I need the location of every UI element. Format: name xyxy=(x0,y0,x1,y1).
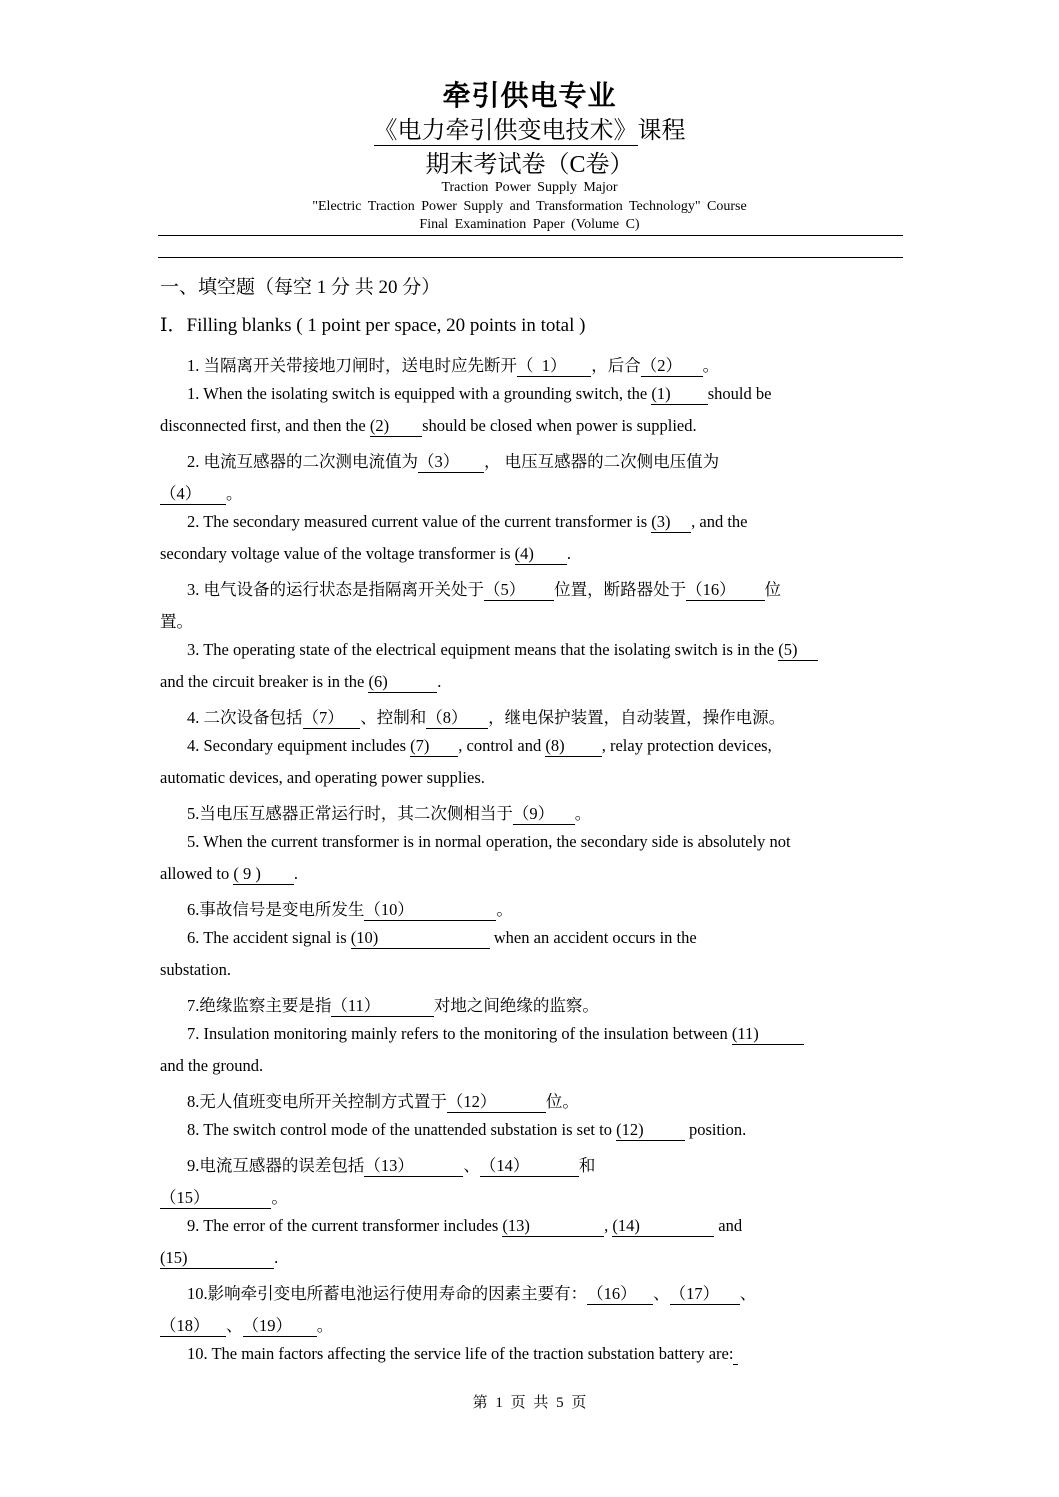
text: 和 xyxy=(578,1156,596,1175)
text: ，后合 xyxy=(591,356,641,375)
text: substation. xyxy=(160,960,232,979)
question-1-cn xyxy=(187,352,719,377)
text: 。 xyxy=(702,356,720,375)
text: 置。 xyxy=(160,612,193,631)
question-6-cn xyxy=(187,896,513,921)
course-name: 《电力牵引供变电技术》 xyxy=(373,118,638,144)
blank-8: (8) xyxy=(545,736,602,755)
question-4-cn xyxy=(187,704,785,729)
text: 。 xyxy=(271,1188,288,1207)
text: when an accident occurs in the xyxy=(489,928,697,947)
exam-title-course xyxy=(0,110,1059,145)
blank-13: (13) xyxy=(502,1216,605,1235)
header-divider-2 xyxy=(158,257,903,258)
text: 7. Insulation monitoring mainly refers to the monitoring of the insulation between xyxy=(187,1024,732,1043)
blank-16: （16） xyxy=(587,1284,654,1303)
text: 、 xyxy=(226,1316,243,1335)
text: and xyxy=(714,1216,743,1235)
header-divider xyxy=(158,235,903,236)
blank-4: （4） xyxy=(160,484,226,503)
question-10-en xyxy=(187,1344,738,1365)
text: 4. Secondary equipment includes xyxy=(187,736,411,755)
text: 、 xyxy=(653,1284,670,1303)
blank-11: （11） xyxy=(331,996,434,1015)
blank-10: （10） xyxy=(364,900,497,919)
question-6-en-cont xyxy=(160,960,231,980)
blank-3: (3) xyxy=(651,512,692,531)
question-2-cn xyxy=(187,448,719,473)
blank-1: (1) xyxy=(651,384,708,403)
blank-11: (11) xyxy=(731,1024,805,1043)
text: disconnected first, and then the xyxy=(160,416,370,435)
question-7-cn xyxy=(187,992,599,1017)
blank-16 xyxy=(733,1345,737,1365)
text: . xyxy=(437,672,442,691)
question-10-cn xyxy=(187,1280,756,1305)
question-6-en xyxy=(187,928,697,949)
text: , and the xyxy=(691,512,748,531)
blank-14: (14) xyxy=(612,1216,715,1235)
question-2-en xyxy=(187,512,748,533)
blank-18: （18） xyxy=(160,1316,226,1335)
text: , relay protection devices, xyxy=(601,736,772,755)
text: automatic devices, and operating power supplies. xyxy=(160,768,485,787)
text: position. xyxy=(684,1120,747,1139)
text: 、 xyxy=(463,1156,480,1175)
text: 6.事故信号是变电所发生 xyxy=(187,900,365,919)
text: 、 xyxy=(739,1284,757,1303)
blank-9: （9） xyxy=(512,804,575,823)
question-9-cn xyxy=(187,1152,595,1177)
question-7-en-cont xyxy=(160,1056,263,1076)
text: 5. When the current transformer is in normal operation, the secondary side is absolutely not xyxy=(187,832,791,851)
question-5-en xyxy=(187,832,791,852)
blank-2: （2） xyxy=(640,356,703,375)
text: 5.当电压互感器正常运行时，其二次侧相当于 xyxy=(187,804,513,823)
text: 位置，断路器处于 xyxy=(554,580,687,599)
question-4-en-cont xyxy=(160,768,485,788)
blank-13: （13） xyxy=(364,1156,464,1175)
blank-6: (6) xyxy=(368,672,438,691)
text: 10.影响牵引变电所蓄电池运行使用寿命的因素主要有： xyxy=(187,1284,588,1303)
question-4-en xyxy=(187,736,772,757)
question-9-en xyxy=(187,1216,742,1237)
question-1-en xyxy=(187,384,771,405)
exam-title-en-major: Traction Power Supply Major xyxy=(441,180,618,195)
text: 1. 当隔离开关带接地刀闸时，送电时应先断开 xyxy=(187,356,517,375)
question-2-cn-cont xyxy=(160,480,243,505)
question-3-cn xyxy=(187,576,781,601)
text: 2. The secondary measured current value of the current transformer is xyxy=(187,512,652,531)
question-8-en xyxy=(187,1120,746,1141)
question-3-en-cont xyxy=(160,672,441,693)
text: 。 xyxy=(316,1316,334,1335)
text: 8.无人值班变电所开关控制方式置于 xyxy=(187,1092,447,1111)
blank-4: (4) xyxy=(514,544,567,563)
text: 4. 二次设备包括 xyxy=(187,708,303,727)
text: 8. The switch control mode of the unattended substation is set to xyxy=(187,1120,617,1139)
blank-12: (12) xyxy=(616,1120,685,1139)
question-9-en-cont xyxy=(160,1248,278,1269)
question-8-cn xyxy=(187,1088,579,1113)
question-5-en-cont xyxy=(160,864,298,885)
text: 对地之间绝缘的监察。 xyxy=(433,996,599,1015)
exam-title-major: 牵引供电专业 xyxy=(442,81,617,112)
text: 10. The main factors affecting the service life of the traction substation battery are: xyxy=(187,1344,734,1363)
blank-14: （14） xyxy=(479,1156,579,1175)
text: and the circuit breaker is in the xyxy=(160,672,369,691)
text: 、控制和 xyxy=(360,708,427,727)
text: 9. The error of the current transformer includes xyxy=(187,1216,503,1235)
text: secondary voltage value of the voltage transformer is xyxy=(160,544,515,563)
blank-8: （8） xyxy=(426,708,489,727)
blank-3: （3） xyxy=(418,452,484,471)
question-9-cn-cont xyxy=(160,1184,288,1209)
text: should be closed when power is supplied. xyxy=(422,416,697,435)
text: , xyxy=(604,1216,613,1235)
blank-15: (15) xyxy=(160,1248,275,1267)
blank-2: (2) xyxy=(369,416,423,435)
blank-7: （7） xyxy=(302,708,361,727)
question-2-en-cont xyxy=(160,544,571,565)
text: . xyxy=(566,544,571,563)
question-3-cn-cont xyxy=(160,608,193,632)
text: 。 xyxy=(574,804,592,823)
page-number: 第 1 页 共 5 页 xyxy=(472,1395,587,1411)
exam-title-en-course: "Electric Traction Power Supply and Transformation Technology" Course xyxy=(312,199,747,214)
text: , control and xyxy=(458,736,546,755)
blank-19: （19） xyxy=(242,1316,317,1335)
question-5-cn xyxy=(187,800,591,825)
blank-10: (10) xyxy=(350,928,490,947)
blank-5: (5) xyxy=(778,640,819,659)
blank-1: （ 1） xyxy=(517,356,592,375)
course-suffix: 课程 xyxy=(637,118,686,144)
text: 位。 xyxy=(545,1092,579,1111)
question-1-en-cont xyxy=(160,416,697,437)
exam-title-paper: 期末考试卷（C卷） xyxy=(425,152,634,178)
text: 3. The operating state of the electrical equipment means that the isolating switch is in the xyxy=(187,640,779,659)
text: . xyxy=(274,1248,279,1267)
text: 3. 电气设备的运行状态是指隔离开关处于 xyxy=(187,580,484,599)
text: 。 xyxy=(496,900,513,919)
question-3-en xyxy=(187,640,818,661)
question-7-en xyxy=(187,1024,804,1045)
text: 6. The accident signal is xyxy=(187,928,351,947)
text: ，继电保护装置，自动装置，操作电源。 xyxy=(488,708,786,727)
text: ， 电压互感器的二次侧电压值为 xyxy=(484,452,720,471)
text: 1. When the isolating switch is equipped with a grounding switch, the xyxy=(187,384,652,403)
text: 。 xyxy=(226,484,243,503)
blank-15: （15） xyxy=(160,1188,272,1207)
blank-7: (7) xyxy=(410,736,459,755)
section-title-cn: 一、填空题（每空 1 分 共 20 分） xyxy=(160,277,441,298)
text: and the ground. xyxy=(160,1056,264,1075)
text: . xyxy=(293,864,298,883)
blank-17: （17） xyxy=(669,1284,740,1303)
blank-16: （16） xyxy=(686,580,765,599)
text: should be xyxy=(707,384,772,403)
blank-12: （12） xyxy=(446,1092,546,1111)
text: 7.绝缘监察主要是指 xyxy=(187,996,332,1015)
exam-title-en-paper: Final Examination Paper (Volume C) xyxy=(419,217,640,232)
text: 位 xyxy=(764,580,781,599)
blank-9: ( 9 ) xyxy=(233,864,294,883)
text: 2. 电流互感器的二次测电流值为 xyxy=(187,452,418,471)
blank-5: （5） xyxy=(484,580,555,599)
section-title-en: Ⅰ．Filling blanks ( 1 point per space, 20 points in total ) xyxy=(160,315,586,336)
text: allowed to xyxy=(160,864,234,883)
question-10-cn-cont xyxy=(160,1312,333,1337)
text: 9.电流互感器的误差包括 xyxy=(187,1156,365,1175)
